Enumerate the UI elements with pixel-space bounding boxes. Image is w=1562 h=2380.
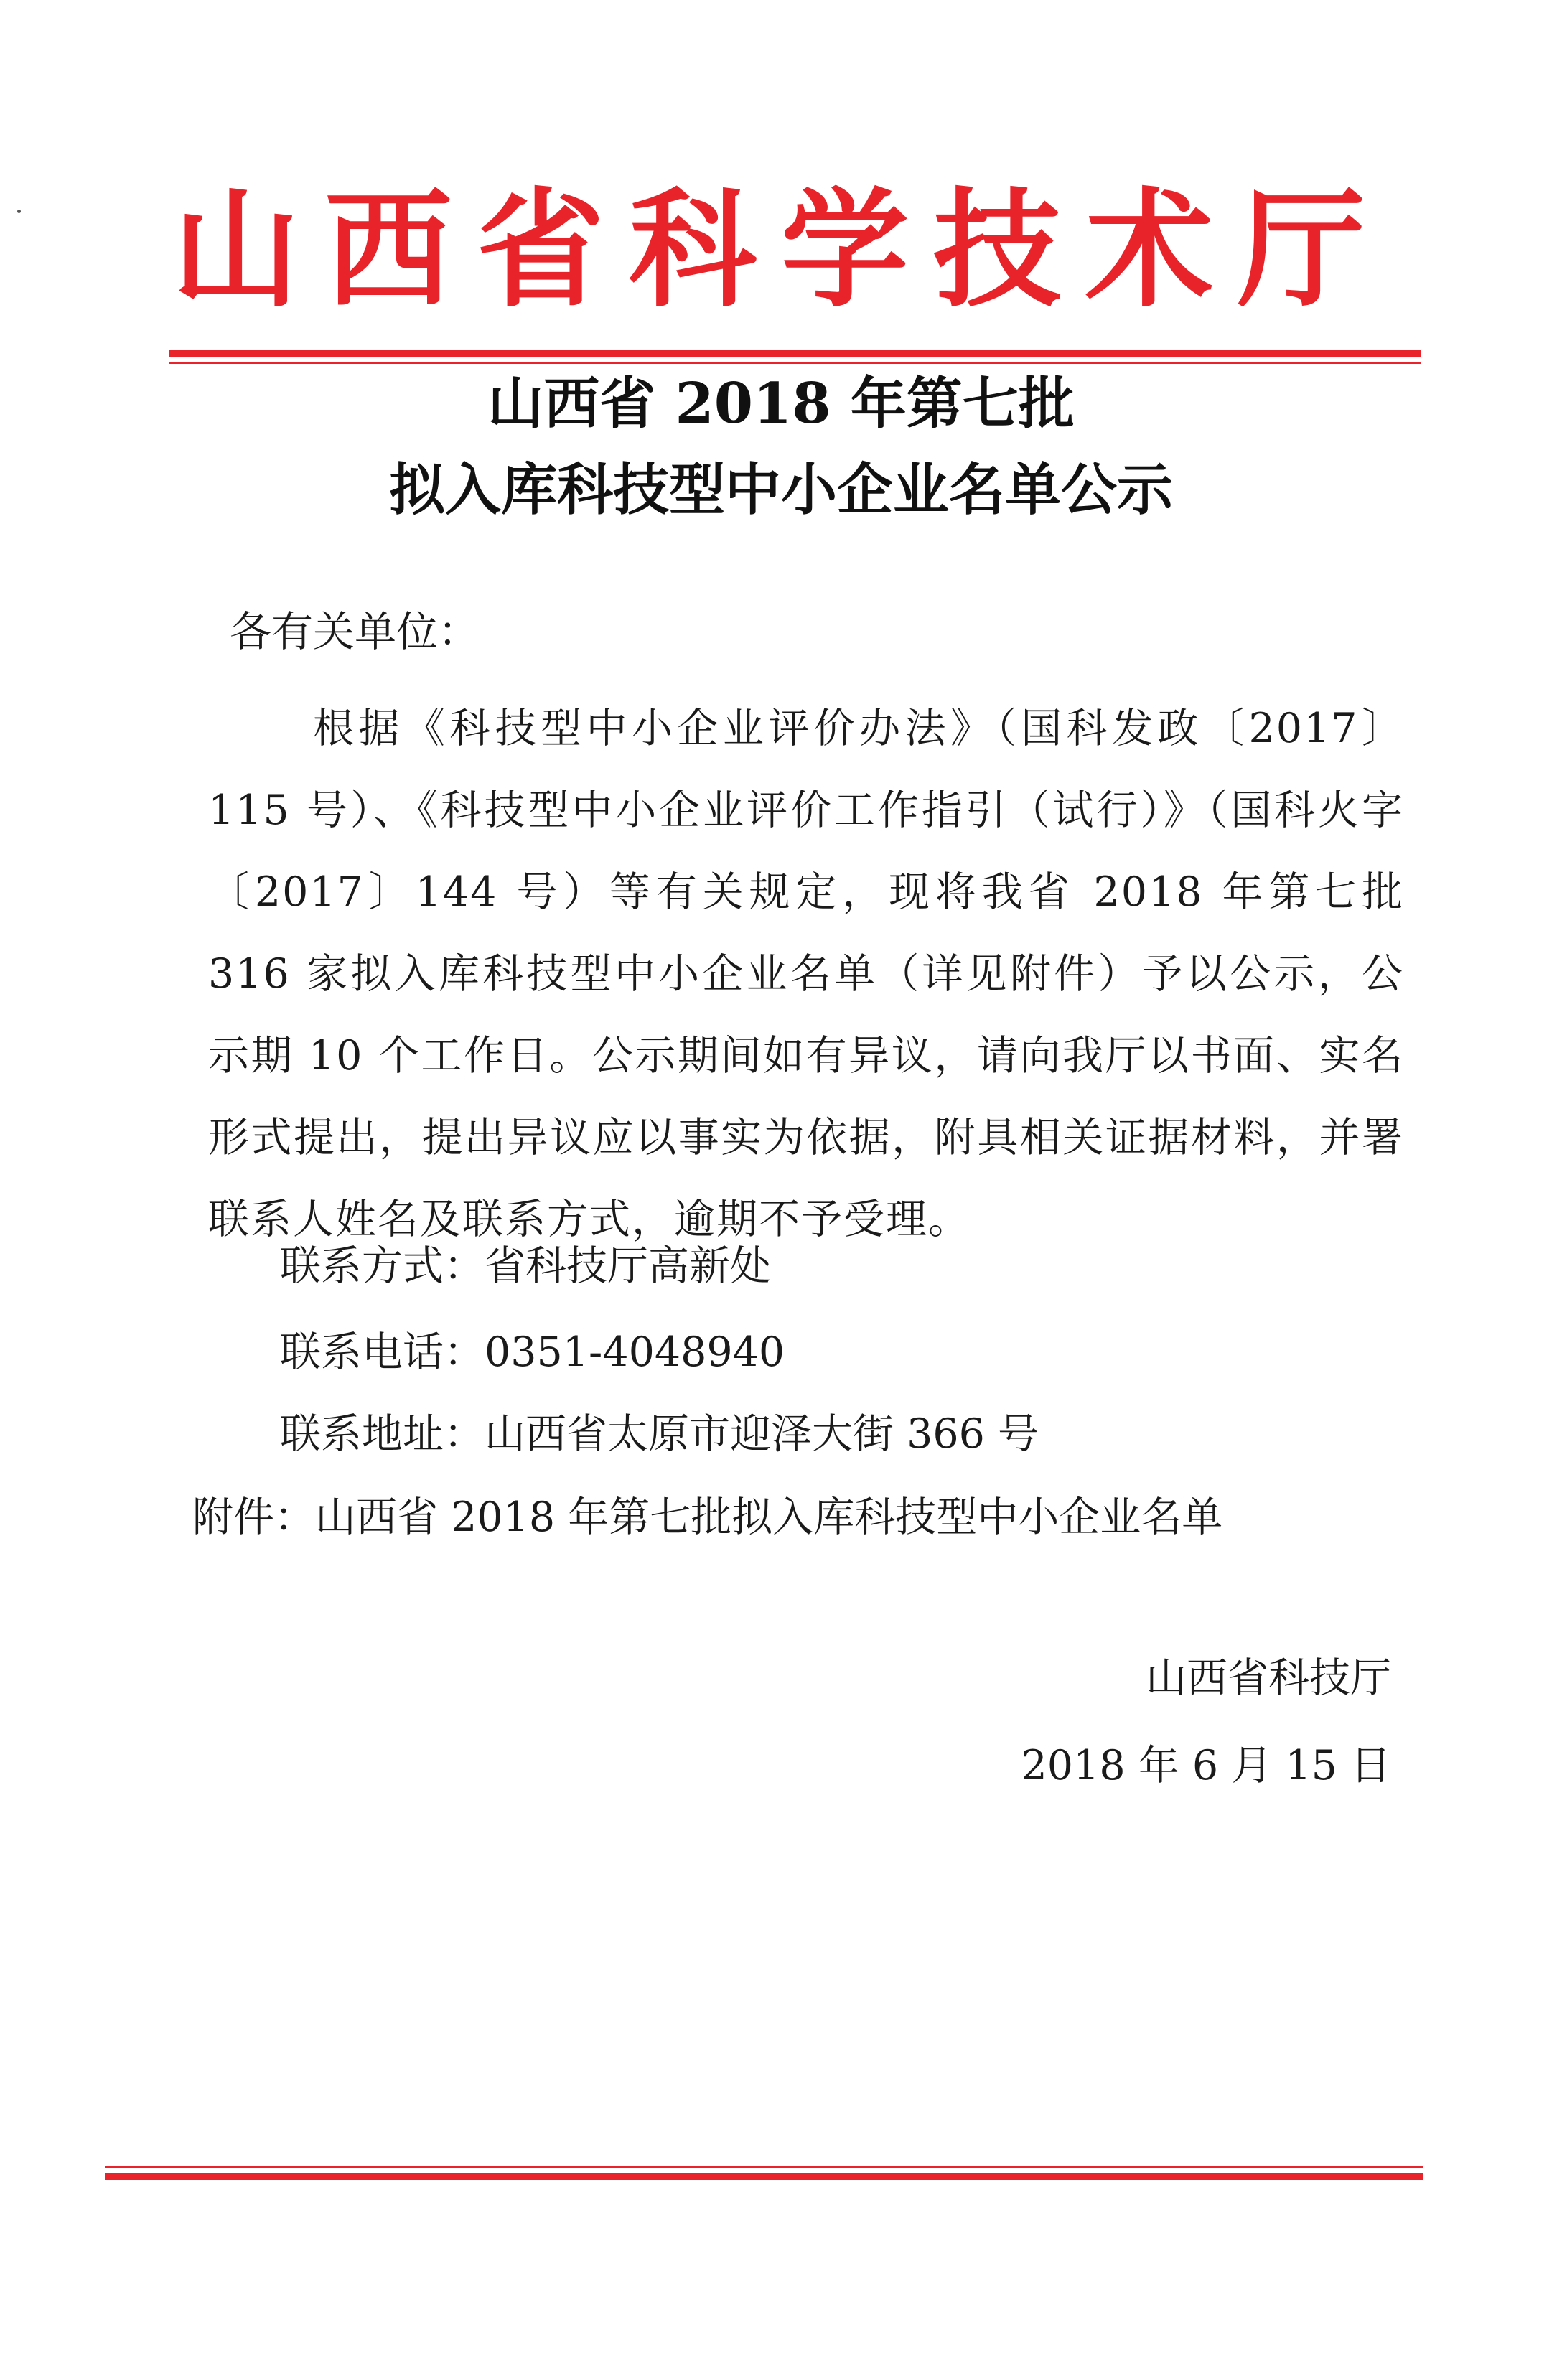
header-red-rule-thin [169, 362, 1421, 364]
attachment-line: 附件：山西省 2018 年第七批拟入库科技型中小企业名单 [192, 1494, 1223, 1541]
signature-organization: 山西省科技厅 [1146, 1654, 1391, 1702]
contact-address: 联系地址：山西省太原市迎泽大街 366 号 [280, 1410, 1039, 1458]
header-red-rule-thick [169, 350, 1421, 357]
salutation: 各有关单位： [230, 607, 480, 656]
document-title-line-2: 拟入库科技型中小企业名单公示 [388, 457, 1173, 523]
footer-red-rule-thin [105, 2166, 1423, 2168]
footer-red-rule-thick [105, 2173, 1423, 2180]
body-paragraph: 根据《科技型中小企业评价办法》（国科发政〔2017〕115 号）、《科技型中小企业评价工作指引（试行）》（国科火字〔2017〕144 号）等有关规定，现将我省 2018 年第七批 316 家拟入库科技型中小企业名单（详见附件）予以公示，公示期 10 个工作日。公示期间如有异议，请向我厅以书面、实名形式提出，提出异议应以事实为依据，附具相关证据材料，并署联系人姓名及联系方式，逾期不予受理。 [208, 705, 1404, 1243]
contact-phone: 联系电话：0351-4048940 [280, 1329, 785, 1376]
signature-date: 2018 年 6 月 15 日 [1021, 1742, 1391, 1789]
document-title-line-1: 山西省 2018 年第七批 [487, 371, 1075, 436]
contact-method: 联系方式：省科技厅高新处 [280, 1242, 771, 1290]
masthead-title: 山西省科学技术厅 [172, 174, 1390, 324]
